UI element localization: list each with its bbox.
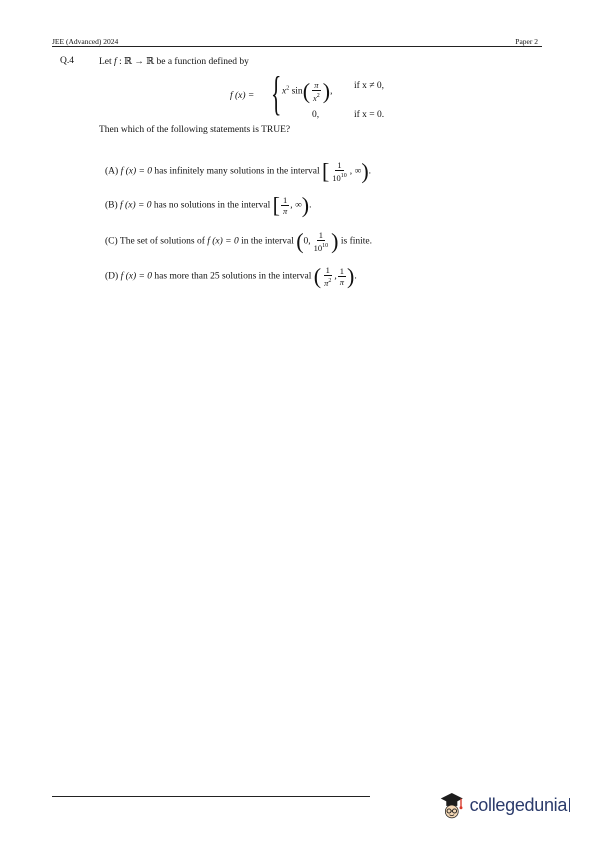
option-c-first: 0, <box>303 236 311 247</box>
option-b-label: (B) <box>105 200 118 211</box>
right-paren: ) <box>322 78 331 104</box>
option-b-open: [ <box>272 192 280 218</box>
option-d-close: ) <box>347 263 355 289</box>
option-d-den1-base: π <box>324 277 329 288</box>
option-a[interactable] <box>105 160 371 183</box>
frac-den-power: 2 <box>316 93 320 99</box>
option-a-label: (A) <box>105 166 119 177</box>
option-d-den1-power: 2 <box>328 278 332 284</box>
option-a-den-power: 10 <box>340 173 347 179</box>
graduate-cap-icon <box>438 788 466 822</box>
option-a-expr: f (x) = 0 <box>120 166 153 177</box>
pi-over-x2 <box>311 80 322 103</box>
brand-bar <box>569 798 570 812</box>
option-d-text: has more than 25 solutions in the interval <box>152 271 312 282</box>
option-c-den-base: 10 <box>313 242 323 253</box>
option-d-num1: 1 <box>325 265 330 275</box>
option-d-sep: , <box>334 271 337 282</box>
collegedunia-logo <box>438 784 570 826</box>
question-number: Q.4 <box>60 56 74 66</box>
option-a-open: [ <box>321 158 330 184</box>
intro-map: : ℝ → ℝ <box>116 57 155 67</box>
option-c-den <box>312 241 331 253</box>
option-a-end: . <box>368 166 372 177</box>
option-c-text: in the interval <box>238 236 294 247</box>
frac-den <box>311 91 322 103</box>
option-d-num2: 1 <box>339 265 345 276</box>
option-d-den2: π <box>339 276 345 287</box>
case-2-value: 0, <box>312 110 320 120</box>
option-a-fraction <box>330 160 349 183</box>
function-definition <box>230 67 430 122</box>
option-c-fraction <box>312 230 331 253</box>
option-c-close: ) <box>331 228 339 254</box>
option-d[interactable] <box>105 265 357 288</box>
option-c-expr: f (x) = 0 <box>207 236 239 247</box>
option-b-text: has no solutions in the interval <box>151 200 271 211</box>
option-c-num: 1 <box>318 230 324 240</box>
footer-divider <box>52 796 370 797</box>
option-a-den-base: 10 <box>332 172 341 183</box>
option-a-text: has infinitely many solutions in the interval <box>152 166 320 177</box>
option-b-expr: f (x) = 0 <box>120 200 152 211</box>
left-brace: { <box>271 67 282 120</box>
option-d-expr: f (x) = 0 <box>120 271 153 282</box>
intro-suffix: be a function defined by <box>154 57 249 67</box>
option-a-num: 1 <box>337 160 342 170</box>
left-paren: ( <box>302 78 311 104</box>
option-c[interactable] <box>105 230 372 253</box>
option-b-fraction <box>281 195 289 216</box>
option-b-den: π <box>282 206 288 216</box>
question-intro <box>99 56 249 67</box>
case1-x: x <box>282 86 287 97</box>
option-a-close: ) <box>361 158 369 184</box>
case-1-expression: $x^2$ sin( $\frac{\pi}{x^2}$ ), <box>282 78 333 104</box>
brand-name: collegedunia <box>469 794 568 815</box>
option-d-open: ( <box>313 263 322 289</box>
case1-x-power: 2 <box>286 85 290 92</box>
option-a-sep: , ∞ <box>349 166 362 177</box>
option-b[interactable] <box>105 192 312 218</box>
option-b-close: ) <box>301 192 310 218</box>
option-d-den1 <box>322 276 333 288</box>
intro-func: f <box>114 57 117 67</box>
intro-prefix: Let <box>99 57 115 67</box>
case-2-condition: if x = 0. <box>354 110 385 120</box>
paper-label: Paper 2 <box>515 37 538 46</box>
option-d-fraction-2 <box>338 266 346 287</box>
option-a-den <box>330 171 349 183</box>
option-c-pre: The set of solutions of <box>119 236 208 247</box>
option-c-den-power: 10 <box>322 243 329 249</box>
definition-lhs: f (x) = <box>230 91 255 101</box>
header-divider <box>52 46 542 47</box>
frac-den-x: x <box>313 92 317 103</box>
option-c-end: is finite. <box>338 236 373 247</box>
option-d-fraction-1 <box>322 265 333 288</box>
option-d-end: . <box>354 271 357 282</box>
option-b-sep: , ∞ <box>290 200 302 211</box>
frac-num: π <box>314 80 319 90</box>
option-b-end: . <box>309 200 312 211</box>
option-c-open: ( <box>296 228 304 254</box>
case1-sin: sin <box>289 86 303 97</box>
question-prompt: Then which of the following statements is TRUE? <box>99 125 291 135</box>
option-c-label: (C) <box>105 236 118 247</box>
option-d-label: (D) <box>105 271 119 282</box>
case-1-condition: if x ≠ 0, <box>354 81 385 91</box>
option-b-num: 1 <box>282 195 288 205</box>
exam-header: JEE (Advanced) 2024 <box>52 37 119 46</box>
